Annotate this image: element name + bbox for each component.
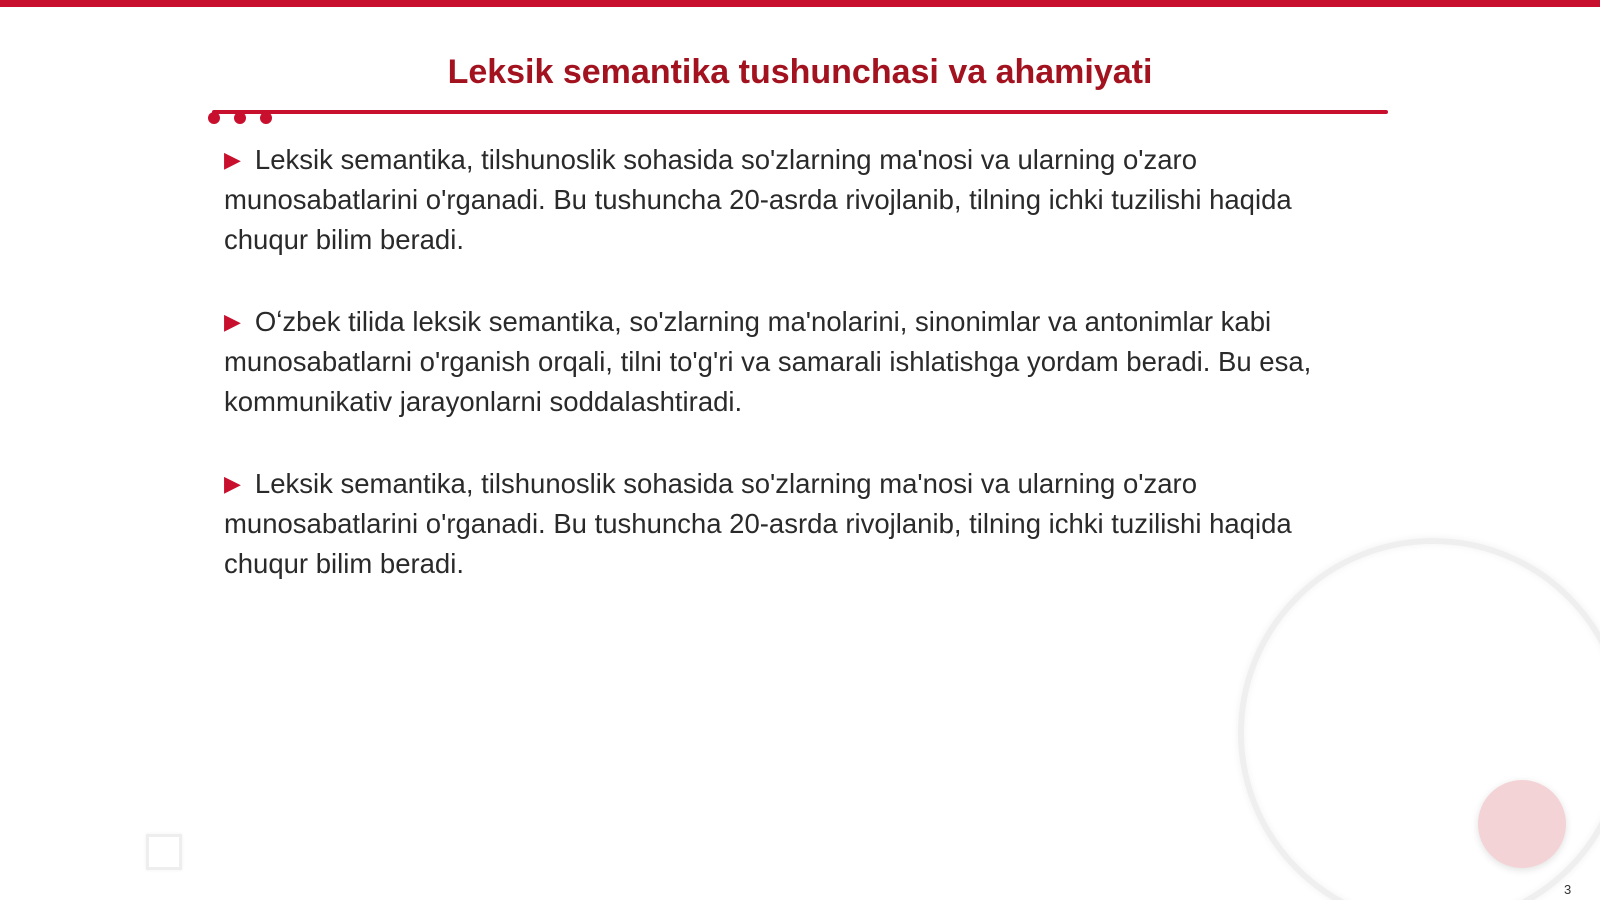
- bullet-arrow-icon: ▶: [224, 309, 241, 334]
- bullet-text-2: Oʻzbek tilida leksik semantika, so'zlarning ma'nolarini, sinonimlar va antonimlar kabi munosabatlarni o'rganish orqali, tilni to'g'ri va samarali ishlatishga yordam beradi. Bu esa, kommunikativ jarayonlarni soddalashtiradi.: [224, 306, 1312, 417]
- page-number: 3: [1564, 882, 1572, 897]
- slide-title: Leksik semantika tushunchasi va ahamiyati: [447, 53, 1153, 91]
- bullet-arrow-icon: ▶: [224, 471, 241, 496]
- decor-square: [146, 834, 182, 870]
- bullet-item-3: [224, 464, 1344, 584]
- decor-dot-3: [260, 112, 272, 124]
- bullet-text-3: Leksik semantika, tilshunoslik sohasida so'zlarning ma'nosi va ularning o'zaro munosabatlarini o'rganadi. Bu tushuncha 20-asrda rivojlanib, tilning ichki tuzilishi haqida chuqur bilim beradi.: [224, 468, 1292, 579]
- bullet-item-1: [224, 140, 1344, 260]
- decor-dot-2: [234, 112, 246, 124]
- bullet-text-1: Leksik semantika, tilshunoslik sohasida so'zlarning ma'nosi va ularning o'zaro munosabatlarini o'rganadi. Bu tushuncha 20-asrda rivojlanib, tilning ichki tuzilishi haqida chuqur bilim beradi.: [224, 144, 1292, 255]
- top-accent-bar: [0, 0, 1600, 7]
- bullet-list: [224, 140, 1344, 626]
- bullet-item-2: [224, 302, 1344, 422]
- decor-dot-1: [208, 112, 220, 124]
- bullet-arrow-icon: ▶: [224, 147, 241, 172]
- title-underline: [212, 110, 1388, 114]
- decor-pink-circle: [1478, 780, 1566, 868]
